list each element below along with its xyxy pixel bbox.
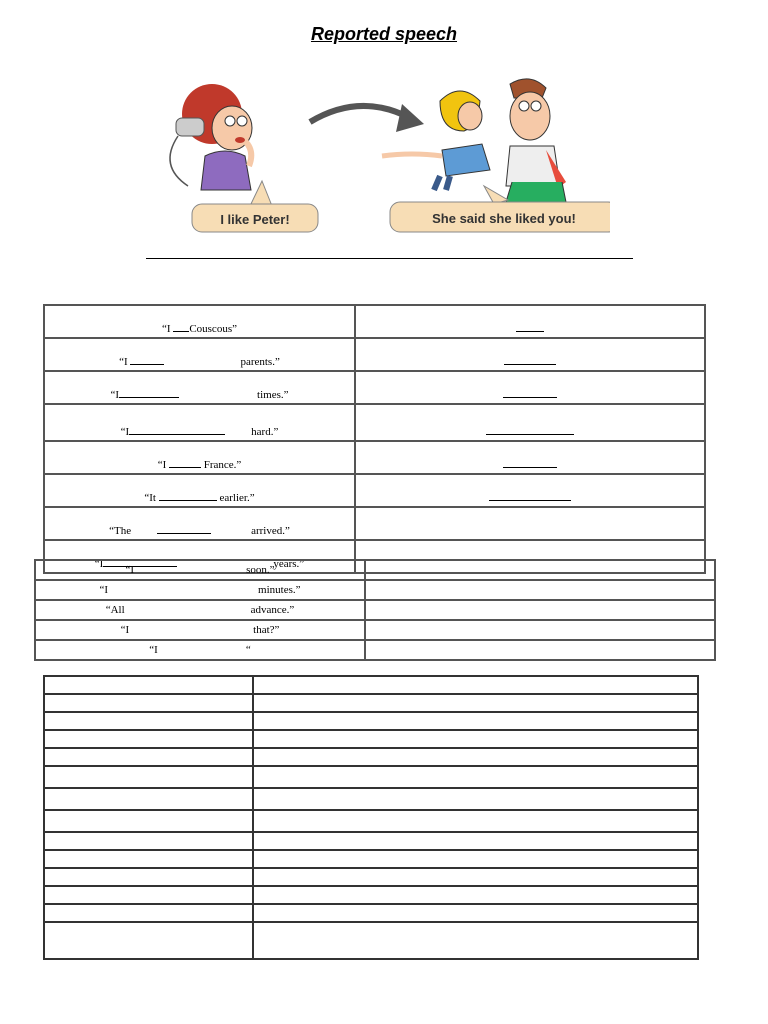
table-row xyxy=(44,748,698,766)
table-row xyxy=(44,305,705,338)
reported-speech-cell[interactable] xyxy=(355,305,705,338)
table-row xyxy=(44,507,705,540)
reported-speech-cell[interactable] xyxy=(365,580,715,600)
direct-speech-cell: “I years.” xyxy=(44,540,355,573)
table-cell[interactable] xyxy=(253,868,698,886)
direct-speech-cell: “It earlier.” xyxy=(44,474,355,507)
direct-speech-cell: “I that?” xyxy=(35,620,365,640)
table-cell[interactable] xyxy=(44,676,253,694)
reported-speech-cell[interactable] xyxy=(355,404,705,441)
table-cell[interactable] xyxy=(44,766,253,788)
table-row xyxy=(44,338,705,371)
direct-speech-cell: “I minutes.” xyxy=(35,580,365,600)
table-row xyxy=(44,832,698,850)
table-row xyxy=(44,474,705,507)
reported-speech-cell[interactable] xyxy=(365,620,715,640)
table-cell[interactable] xyxy=(253,748,698,766)
direct-speech-cell: “I Couscous” xyxy=(44,305,355,338)
direct-speech-table-1 xyxy=(43,304,706,574)
direct-speech-table-2 xyxy=(34,559,716,661)
direct-speech-cell: “The arrived.” xyxy=(44,507,355,540)
reported-speech-illustration xyxy=(150,66,610,246)
reported-speech-cell[interactable] xyxy=(355,441,705,474)
reported-speech-cell[interactable] xyxy=(365,640,715,660)
table-row xyxy=(35,600,715,620)
table-cell[interactable] xyxy=(44,886,253,904)
direct-speech-cell: “I times.” xyxy=(44,371,355,404)
table-cell[interactable] xyxy=(44,730,253,748)
table-cell[interactable] xyxy=(44,748,253,766)
table-cell[interactable] xyxy=(44,922,253,959)
woman-on-phone-figure xyxy=(170,84,252,190)
surprised-man-figure xyxy=(506,79,566,202)
gossiping-woman-figure xyxy=(382,91,490,190)
table-row xyxy=(44,404,705,441)
reported-speech-cell[interactable] xyxy=(365,560,715,580)
reported-speech-cell[interactable] xyxy=(355,338,705,371)
table-row xyxy=(44,371,705,404)
table-row xyxy=(44,788,698,810)
table-row xyxy=(44,441,705,474)
table-row xyxy=(44,868,698,886)
direct-speech-cell: “All advance.” xyxy=(35,600,365,620)
table-cell[interactable] xyxy=(253,676,698,694)
speech-bubble-right-text: She said she liked you! xyxy=(432,211,576,226)
table-row xyxy=(44,850,698,868)
table-row xyxy=(44,904,698,922)
table-row xyxy=(44,712,698,730)
reported-speech-cell[interactable] xyxy=(355,507,705,540)
table-cell[interactable] xyxy=(44,712,253,730)
table-row xyxy=(35,640,715,660)
direct-speech-cell: “I “ xyxy=(35,640,365,660)
direct-speech-cell: “I parents.” xyxy=(44,338,355,371)
table-cell[interactable] xyxy=(44,850,253,868)
table-cell[interactable] xyxy=(44,904,253,922)
reported-speech-cell[interactable] xyxy=(355,371,705,404)
table-row xyxy=(35,560,715,580)
table-row xyxy=(44,886,698,904)
table-cell[interactable] xyxy=(253,788,698,810)
table-cell[interactable] xyxy=(253,904,698,922)
table-cell[interactable] xyxy=(253,886,698,904)
table-cell[interactable] xyxy=(253,810,698,832)
reported-speech-cell[interactable] xyxy=(355,474,705,507)
direct-speech-cell: “I France.” xyxy=(44,441,355,474)
table-row xyxy=(35,580,715,600)
table-cell[interactable] xyxy=(44,832,253,850)
table-cell[interactable] xyxy=(44,788,253,810)
table-cell[interactable] xyxy=(253,730,698,748)
speech-bubble-left-text: I like Peter! xyxy=(220,212,290,227)
table-cell[interactable] xyxy=(253,712,698,730)
table-cell[interactable] xyxy=(253,694,698,712)
page-title: Reported speech xyxy=(310,24,458,44)
answer-grid-table xyxy=(43,675,699,960)
table-row xyxy=(44,676,698,694)
speech-bubble-right xyxy=(390,186,610,232)
table-cell[interactable] xyxy=(44,810,253,832)
arrow-right-icon xyxy=(310,104,424,132)
answer-line xyxy=(146,258,633,259)
table-row xyxy=(35,620,715,640)
direct-speech-cell: “I soon.” xyxy=(35,560,365,580)
table-row xyxy=(44,922,698,959)
table-cell[interactable] xyxy=(253,850,698,868)
direct-speech-cell: “I hard.” xyxy=(44,404,355,441)
table-row xyxy=(44,730,698,748)
table-cell[interactable] xyxy=(253,766,698,788)
table-row xyxy=(44,810,698,832)
table-row xyxy=(44,766,698,788)
table-cell[interactable] xyxy=(253,922,698,959)
table-row xyxy=(44,694,698,712)
table-cell[interactable] xyxy=(253,832,698,850)
table-cell[interactable] xyxy=(44,694,253,712)
reported-speech-cell[interactable] xyxy=(365,600,715,620)
table-cell[interactable] xyxy=(44,868,253,886)
